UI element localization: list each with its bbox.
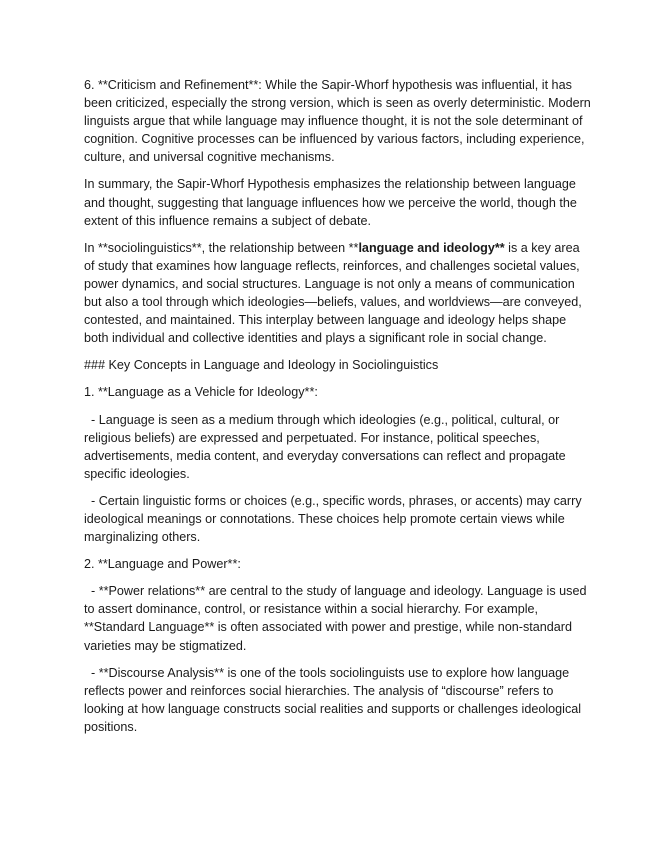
paragraph-sociolinguistics-intro [84,239,592,348]
document-page [84,76,592,745]
list-item-2-point-b: - **Discourse Analysis** is one of the tools sociolinguists use to explore how language reflects power and reinforces social hierarchies. The analysis of “discourse” refers to looking at how language constructs social realities and supports or challenges ideological positions. [84,665,585,734]
list-item-1-point-a: - Language is seen as a medium through which ideologies (e.g., political, cultural, or religious beliefs) are expressed and perpetuated. For instance, political speeches, advertisements, media content, and everyday conversations can reflect and propagate specific ideologies. [84,412,570,481]
intro-text-end: is a key area of study that examines how language reflects, reinforces, and challenges societal values, power dynamics, and social structures. Language is not only a means of communication but also a tool through which ideologies—beliefs, values, and worldviews—are conveyed, contested, and maintained. This interplay between language and ideology helps shape both individual and collective identities and plays a significant role in social change. [84,240,582,346]
paragraph-criticism-refinement: 6. **Criticism and Refinement**: While the Sapir-Whorf hypothesis was influential, it has been criticized, especially the strong version, which is seen as overly deterministic. Modern linguists argue that while language may influence thought, it is not the sole determinant of cognition. Cognitive processes can be influenced by various factors, including experience, culture, and universal cognitive mechanisms. [84,78,591,165]
section-heading: ### Key Concepts in Language and Ideology in Sociolinguistics [84,358,439,373]
list-item-heading-1: 1. **Language as a Vehicle for Ideology**: [84,385,318,400]
intro-bold-phrase: language and ideology** [358,240,505,255]
paragraph-summary: In summary, the Sapir-Whorf Hypothesis emphasizes the relationship between language and thought, suggesting that language influences how we perceive the world, though the extent of this influence remains a subject of debate. [84,177,577,228]
list-item-heading-2: 2. **Language and Power**: [84,557,241,572]
list-item-2-point-a: - **Power relations** are central to the study of language and ideology. Language is used to assert dominance, control, or resistance within a social hierarchy. For example, **Standard Language** is often associated with power and prestige, while non-standard varieties may be stigmatized. [84,584,590,653]
intro-text-start: In **sociolinguistics**, the relationship between ** [84,240,359,255]
list-item-1-point-b: - Certain linguistic forms or choices (e.g., specific words, phrases, or accents) may carry ideological meanings or connotations. These choices help promote certain views while marginalizing others. [84,493,586,545]
